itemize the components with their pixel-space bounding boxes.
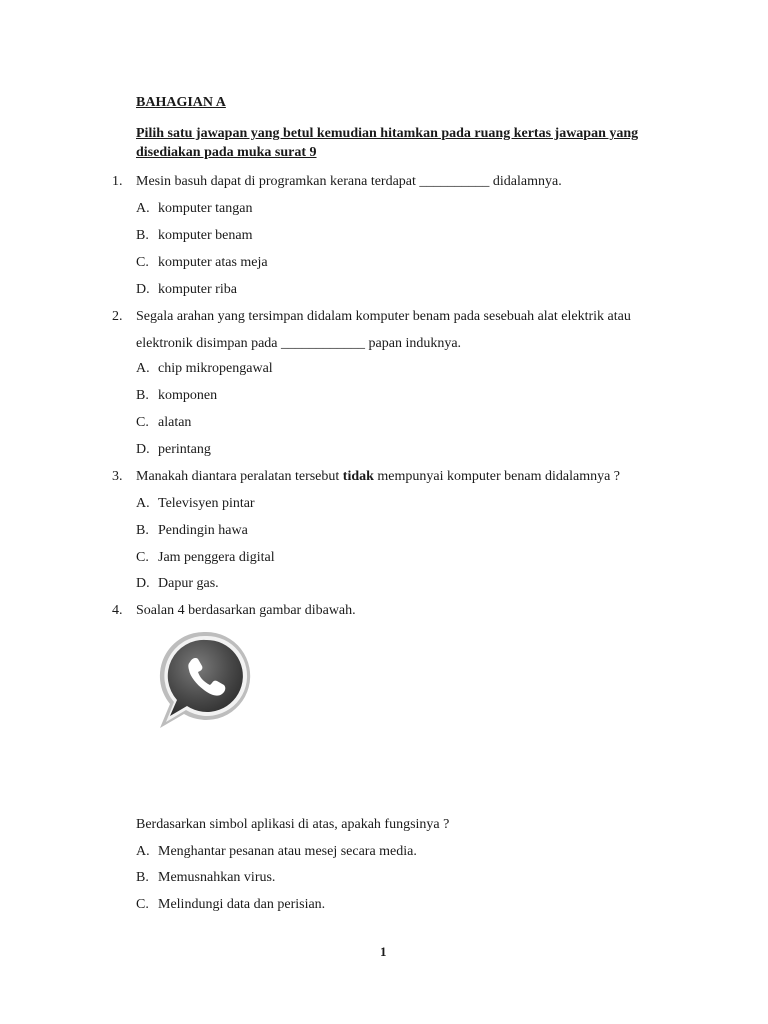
option-letter: C.	[136, 255, 149, 270]
option-text: Pendingin hawa	[158, 523, 248, 538]
whatsapp-logo-icon	[156, 628, 256, 732]
option-text: Memusnahkan virus.	[158, 870, 276, 885]
option-text: Jam penggera digital	[158, 550, 275, 565]
option-text: Dapur gas.	[158, 576, 219, 591]
question-number: 2.	[112, 309, 123, 324]
option-text: komputer riba	[158, 282, 237, 297]
option-text: Menghantar pesanan atau mesej secara media.	[158, 844, 417, 859]
instruction-line-1: Pilih satu jawapan yang betul kemudian hitamkan pada ruang kertas jawapan yang	[136, 126, 639, 141]
section-title: BAHAGIAN A	[136, 95, 226, 110]
question-number: 3.	[112, 469, 123, 484]
option-text: komponen	[158, 388, 218, 403]
option-letter: C.	[136, 897, 149, 912]
option-text: chip mikropengawal	[158, 361, 273, 376]
option-letter: C.	[136, 550, 149, 565]
option-text: Televisyen pintar	[158, 496, 255, 511]
option-letter: A.	[136, 496, 150, 511]
option-letter: A.	[136, 844, 150, 859]
option-letter: D.	[136, 282, 150, 297]
option-letter: C.	[136, 415, 149, 430]
question-text: Segala arahan yang tersimpan didalam komputer benam pada sesebuah alat elektrik atau	[136, 309, 631, 324]
option-text: komputer benam	[158, 228, 253, 243]
question-text-after: mempunyai komputer benam didalamnya ?	[373, 469, 621, 484]
question-followup: Berdasarkan simbol aplikasi di atas, apakah fungsinya ?	[136, 817, 450, 832]
option-letter: B.	[136, 523, 149, 538]
question-text	[136, 468, 620, 486]
option-letter: B.	[136, 228, 149, 243]
question-text: Mesin basuh dapat di programkan kerana terdapat __________ didalamnya.	[136, 174, 562, 189]
option-letter: B.	[136, 388, 149, 403]
question-number: 1.	[112, 174, 123, 189]
page-number: 1	[380, 944, 387, 959]
question-text-continued: elektronik disimpan pada ____________ papan induknya.	[136, 336, 462, 351]
option-letter: B.	[136, 870, 149, 885]
question-text: Soalan 4 berdasarkan gambar dibawah.	[136, 603, 356, 618]
option-text: Melindungi data dan perisian.	[158, 897, 326, 912]
option-letter: D.	[136, 442, 150, 457]
instruction-line-2: disediakan pada muka surat 9	[136, 145, 317, 160]
option-text: komputer atas meja	[158, 255, 268, 270]
option-letter: D.	[136, 576, 150, 591]
question-number: 4.	[112, 603, 123, 618]
option-text: perintang	[158, 442, 211, 457]
option-text: alatan	[158, 415, 192, 430]
option-letter: A.	[136, 361, 150, 376]
option-letter: A.	[136, 201, 150, 216]
option-text: komputer tangan	[158, 201, 253, 216]
question-text-before: Manakah diantara peralatan tersebut	[136, 469, 343, 484]
question-text-emphasis: tidak	[342, 469, 374, 484]
